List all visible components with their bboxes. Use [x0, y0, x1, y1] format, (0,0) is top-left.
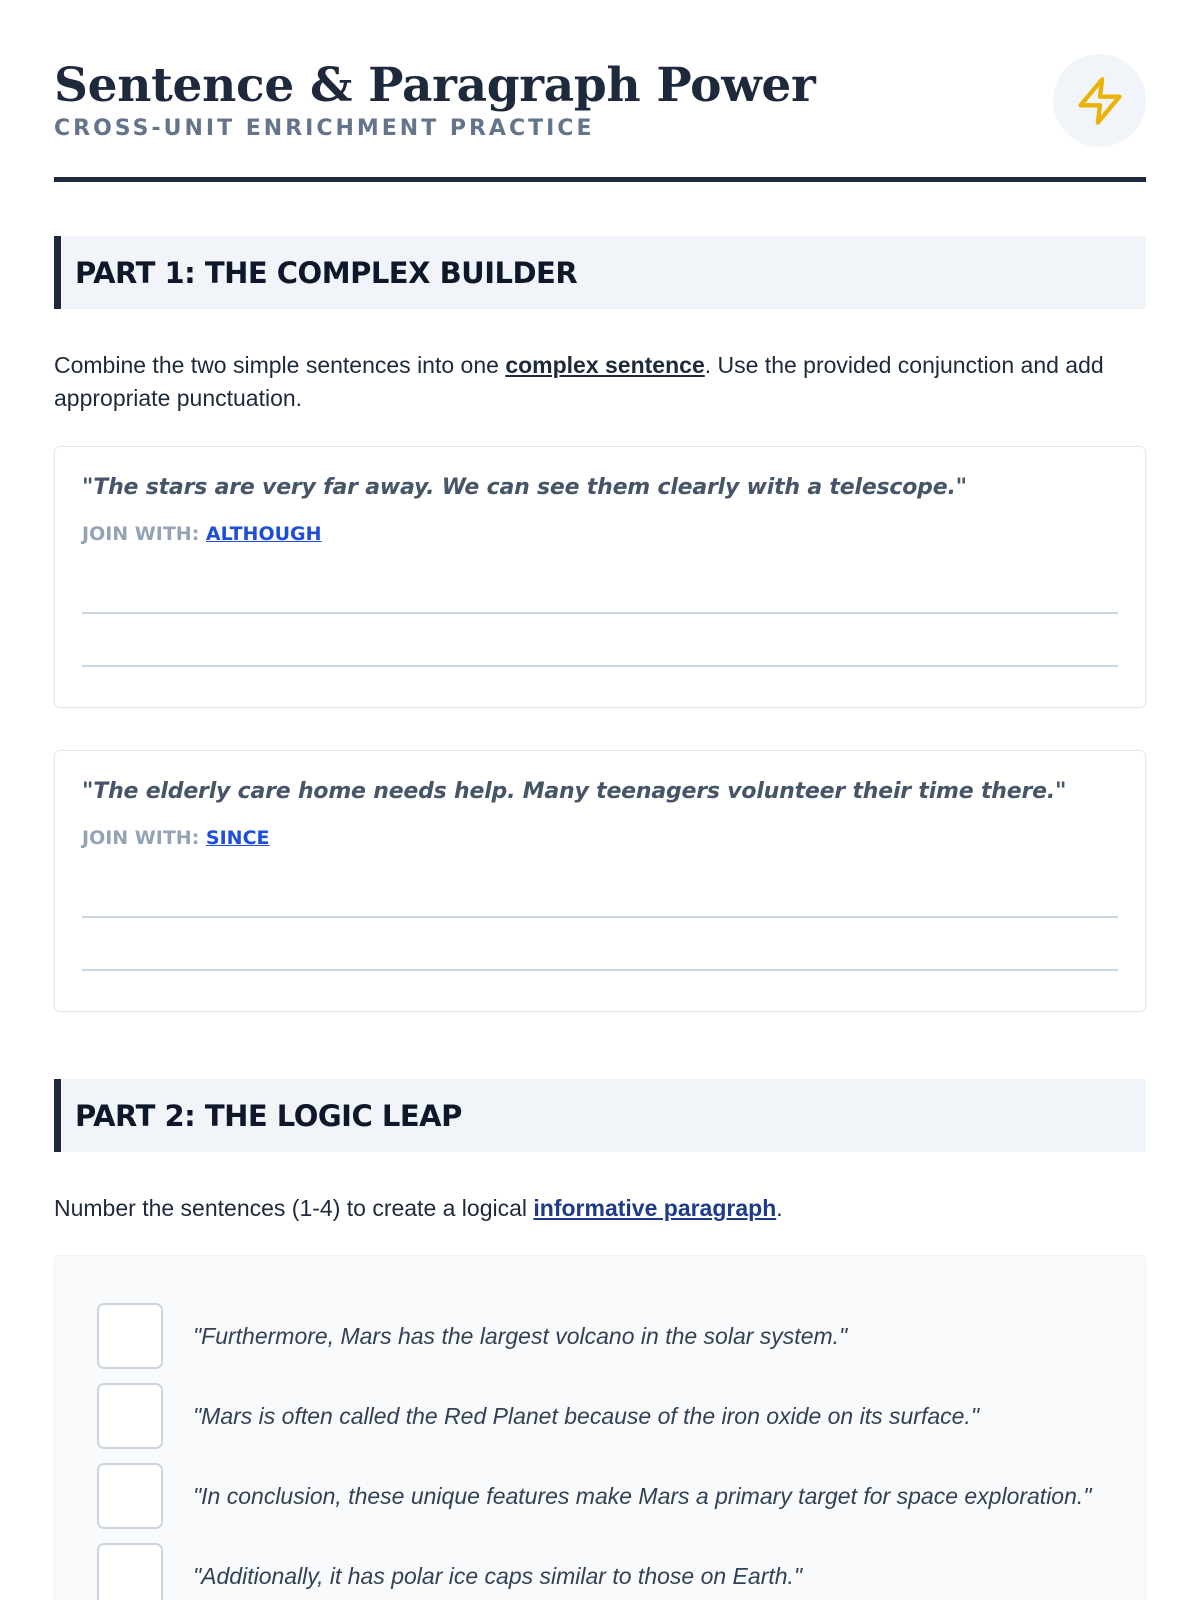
sentence-text: "Furthermore, Mars has the largest volcano in the solar system."	[193, 1322, 848, 1349]
sentence-ordering-box	[54, 1255, 1146, 1600]
order-number-box[interactable]	[97, 1543, 163, 1600]
part1-instruction-tail: . Use the provided conjunction and add appropriate punctuation.	[54, 352, 1104, 411]
part1-heading-text: PART 1: THE COMPLEX BUILDER	[75, 255, 578, 290]
answer-line[interactable]	[82, 612, 1118, 614]
part1-instruction-lead: Combine the two simple sentences into one	[54, 352, 506, 378]
join-with-label	[82, 827, 1118, 849]
lightning-bolt-icon	[1053, 54, 1146, 147]
exercise-card-2	[54, 750, 1146, 1012]
list-item	[97, 1536, 1103, 1600]
exercise-card-1	[54, 446, 1146, 708]
join-with-prefix: JOIN WITH:	[82, 523, 206, 545]
exercise-quote: "The stars are very far away. We can see them clearly with a telescope."	[82, 475, 967, 500]
list-item	[97, 1456, 1103, 1536]
part2-heading-text: PART 2: THE LOGIC LEAP	[75, 1098, 462, 1133]
exercise-quote: "The elderly care home needs help. Many teenagers volunteer their time there."	[82, 779, 1067, 804]
complex-sentence-term: complex sentence	[505, 352, 705, 378]
conjunction-word: SINCE	[205, 827, 270, 849]
order-number-box[interactable]	[97, 1463, 163, 1529]
informative-paragraph-term: informative paragraph	[533, 1195, 777, 1221]
part2-instruction-lead: Number the sentences (1-4) to create a logical	[54, 1195, 534, 1221]
answer-line[interactable]	[82, 969, 1118, 971]
page-title: Sentence & Paragraph Power	[54, 58, 816, 113]
join-with-label	[82, 523, 1118, 545]
page-subtitle: CROSS-UNIT ENRICHMENT PRACTICE	[54, 116, 595, 141]
answer-line[interactable]	[82, 916, 1118, 918]
answer-line[interactable]	[82, 665, 1118, 667]
list-item	[97, 1376, 1103, 1456]
sentence-text: "Mars is often called the Red Planet because of the iron oxide on its surface."	[193, 1402, 979, 1429]
part1-instruction	[54, 349, 1146, 415]
part2-heading	[54, 1079, 1146, 1152]
sentence-text: "Additionally, it has polar ice caps similar to those on Earth."	[193, 1562, 803, 1589]
part2-instruction-tail: .	[776, 1195, 783, 1221]
conjunction-word: ALTHOUGH	[205, 523, 322, 545]
order-number-box[interactable]	[97, 1383, 163, 1449]
order-number-box[interactable]	[97, 1303, 163, 1369]
part1-heading	[54, 236, 1146, 309]
part2-instruction	[54, 1192, 1146, 1225]
sentence-text: "In conclusion, these unique features make Mars a primary target for space exploration."	[193, 1482, 1092, 1509]
worksheet-header	[54, 0, 1146, 182]
join-with-prefix: JOIN WITH:	[82, 827, 206, 849]
list-item	[97, 1296, 1103, 1376]
